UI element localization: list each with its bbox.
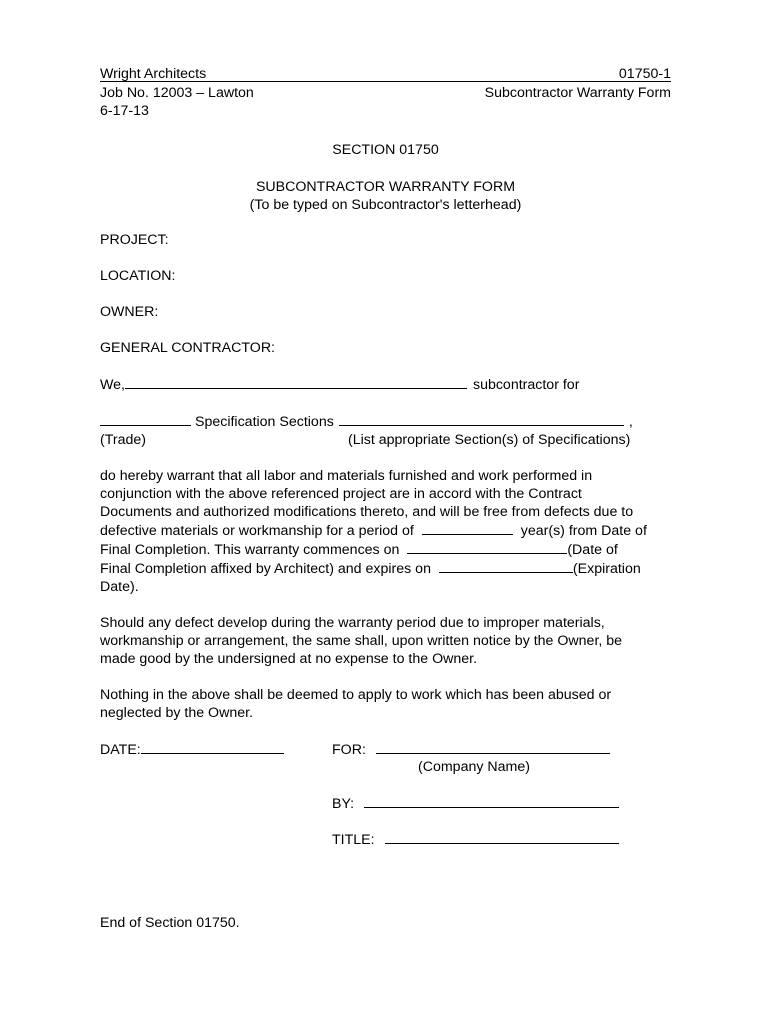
for-label: FOR: [332,742,366,758]
by-blank[interactable] [364,794,619,808]
page-number: 01750-1 [618,66,671,82]
trade-caption: (Trade) [100,432,146,448]
by-label: BY: [332,796,355,812]
paragraph-line: workmanship or arrangement, the same shall, upon written notice by the Owner, be [100,633,623,649]
we-line [100,375,671,394]
form-title: Subcontractor Warranty Form [484,85,671,101]
header-row-2 [100,84,671,102]
paragraph-line: do hereby warrant that all labor and materials furnished and work performed in [100,468,593,484]
paragraph-line: neglected by the Owner. [100,705,254,721]
warranty-period-blank[interactable] [422,521,513,535]
date-label: DATE: [100,742,141,758]
sections-blank[interactable] [339,412,624,426]
paragraph-line [100,521,671,540]
by-line [332,794,619,813]
document-page [100,65,671,932]
subcontractor-name-blank[interactable] [125,375,467,389]
paragraph-line [100,540,671,559]
expire-suffix: (Expiration [572,561,641,577]
general-contractor-label: GENERAL CONTRACTOR: [100,340,276,356]
commence-date-blank[interactable] [407,540,567,554]
signature-block [100,740,671,870]
date-blank[interactable] [141,740,284,754]
period-label: defective materials or workmanship for a period of [100,523,414,539]
end-of-section: End of Section 01750. [100,915,240,931]
date-line [100,740,284,759]
expiration-date-blank[interactable] [439,559,573,573]
for-line [332,740,610,759]
title-line [332,830,619,849]
location-label: LOCATION: [100,268,176,284]
firm-name: Wright Architects [100,66,207,82]
company-caption: (Company Name) [418,759,530,775]
project-label: PROJECT: [100,232,169,248]
spec-line [100,412,671,431]
paragraph-line: Nothing in the above shall be deemed to apply to work which has been abused or [100,687,612,703]
exclusion-paragraph [100,686,671,722]
header-row-3 [100,102,671,120]
warranty-paragraph [100,467,671,596]
form-heading: SUBCONTRACTOR WARRANTY FORM [255,179,516,195]
header-row-1 [100,65,671,82]
title-label: TITLE: [332,832,375,848]
paragraph-line: conjunction with the above referenced project are in accord with the Contract [100,486,582,502]
spec-captions [100,431,671,449]
commence-suffix: (Date of [567,542,618,558]
spec-sections-label: Specification Sections [195,414,334,430]
form-note: (To be typed on Subcontractor's letterhead) [249,197,522,213]
we-suffix: subcontractor for [472,377,580,393]
trade-blank[interactable] [100,412,191,426]
owner-label: OWNER: [100,304,159,320]
period-suffix: year(s) from Date of [520,523,647,539]
header-date: 6-17-13 [100,103,149,119]
spec-line-comma: , [628,414,633,430]
title-blank[interactable] [385,830,619,844]
defect-paragraph [100,614,671,668]
job-number: Job No. 12003 – Lawton [100,85,254,101]
section-title: SECTION 01750 [332,142,439,158]
commence-label: Final Completion. This warranty commences on [100,542,400,558]
company-name-blank[interactable] [376,740,610,754]
paragraph-line: made good by the undersigned at no expense to the Owner. [100,651,478,667]
paragraph-line: Date). [100,579,139,595]
sections-caption: (List appropriate Section(s) of Specifications) [348,432,631,448]
paragraph-line: Should any defect develop during the warranty period due to improper materials, [100,615,605,631]
paragraph-line: Documents and authorized modifications thereto, and will be free from defects due to [100,504,634,520]
we-prefix: We, [100,377,125,393]
paragraph-line [100,559,671,578]
expire-label: Final Completion affixed by Architect) and expires on [100,561,431,577]
